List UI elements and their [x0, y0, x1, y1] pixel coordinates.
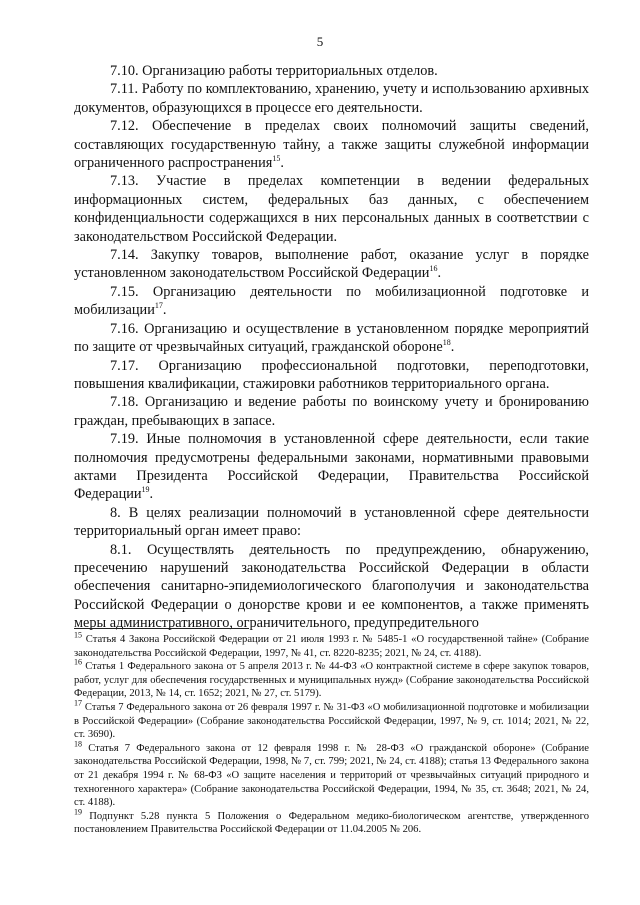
paragraph-8: 8. В целях реализации полномочий в установленной сфере деятельности территориальный орган имеет право:	[74, 504, 589, 540]
footnote-17: $^{17}$ Статья 7 Федерального закона от 26 февраля 1997 г. № 31-ФЗ «О мобилизационной подготовке и мобилизации в Российской Федерации» (Собрание законодательства Российской Федерации, 1997, № 9, ст. 1014; 2021, № 22, ст. 3690).	[74, 698, 589, 741]
paragraph-7-13: 7.13. Участие в пределах компетенции в ведении федеральных информационных систем, федеральных баз данных, с обеспечением конфиденциальности содержащихся в них персональных данных в соответствии с законодательством Российской Федерации.	[74, 173, 589, 245]
footnote-ref-17: 17	[154, 301, 163, 311]
footnote-18: $^{18}$ Статья 7 Федерального закона от 12 февраля 1998 г. № 28-ФЗ «О гражданской обороне» (Собрание законодательства Российской Федерации, 1998, № 7, ст. 799; 2021, № 24, ст. 4188); статья 13 Федерального закона от 21 декабря 1994 г. № 68-ФЗ «О защите населения и территорий от чрезвычайных ситуаций природного и техногенного характера» (Собрание законодательства Российской Федерации, 1994, № 35, ст. 3648; 2021, № 24, ст. 4188).	[74, 739, 589, 809]
footnote-ref-18: 18	[442, 338, 451, 348]
paragraph-7-16: 7.16. Организацию и осуществление в установленном порядке мероприятий по защите от чрезвычайных ситуаций, гражданской обороне$^{18}$.	[74, 320, 589, 356]
footnote-16: $^{16}$ Статья 1 Федерального закона от 5 апреля 2013 г. № 44-ФЗ «О контрактной системе в сфере закупок товаров, работ, услуг для обеспечения государственных и муниципальных нужд» (Собрание законодательства Российской Федерации, 2013, № 14, ст. 1652; 2021, № 27, ст. 5179).	[74, 657, 589, 700]
footnote-divider	[74, 628, 249, 629]
paragraph-7-18: 7.18. Организацию и ведение работы по воинскому учету и бронированию граждан, пребывающих в запасе.	[74, 394, 589, 429]
paragraph-7-10: 7.10. Организацию работы территориальных отделов.	[110, 63, 438, 79]
paragraph-7-11: 7.11. Работу по комплектованию, хранению, учету и использованию архивных документов, образующихся в процессе его деятельности.	[74, 81, 589, 116]
footnotes-section	[74, 630, 589, 837]
paragraph-7-14: 7.14. Закупку товаров, выполнение работ, оказание услуг в порядке установленном законодательством Российской Федерации$^{16}$.	[74, 247, 589, 282]
document-body	[74, 62, 589, 633]
paragraph-7-19: 7.19. Иные полномочия в установленной сфере деятельности, если такие полномочия предусмотрены федеральными законами, нормативными правовыми актами Президента Российской Федерации, Правительства Российской Федерации$^{19}$.	[74, 431, 589, 503]
paragraph-7-12: 7.12. Обеспечение в пределах своих полномочий защиты сведений, составляющих государственную тайну, а также защиты служебной информации ограниченного распространения$^{15}$.	[74, 118, 589, 172]
paragraph-7-15: 7.15. Организацию деятельности по мобилизационной подготовке и мобилизации$^{17}$.	[74, 283, 589, 319]
footnote-ref-16: 16	[429, 264, 438, 274]
footnote-number: 17	[74, 698, 82, 708]
footnote-ref-19: 19	[141, 485, 150, 495]
paragraph-7-17: 7.17. Организацию профессиональной подготовки, переподготовки, повышения квалификации, стажировки работников территориального органа.	[74, 357, 589, 392]
footnote-15: $^{15}$ Статья 4 Закона Российской Федерации от 21 июля 1993 г. № 5485-1 «О государственной тайне» (Собрание законодательства Российской Федерации, 1997, № 41, ст. 8220-8235; 2021, № 24, ст. 4188).	[74, 630, 589, 659]
footnote-number: 15	[74, 630, 82, 640]
footnote-number: 18	[74, 739, 82, 749]
paragraph-8-1: 8.1. Осуществлять деятельность по предупреждению, обнаружению, пресечению нарушений законодательства Российской Федерации в области обеспечения санитарно-эпидемиологического благополучия и законодательства Российской Федерации о донорстве крови и ее компонентов, а также применять меры административного, ограничительного, предупредительного	[74, 541, 589, 632]
footnote-number: 16	[74, 657, 82, 667]
footnote-number: 19	[74, 807, 82, 817]
footnote-ref-15: 15	[272, 154, 281, 164]
footnote-19: $^{19}$ Подпункт 5.28 пункта 5 Положения о Федеральном медико-биологическом агентстве, утвержденного постановлением Правительства Российской Федерации от 11.04.2005 № 206.	[74, 807, 589, 836]
page-number: 5	[316, 34, 324, 49]
